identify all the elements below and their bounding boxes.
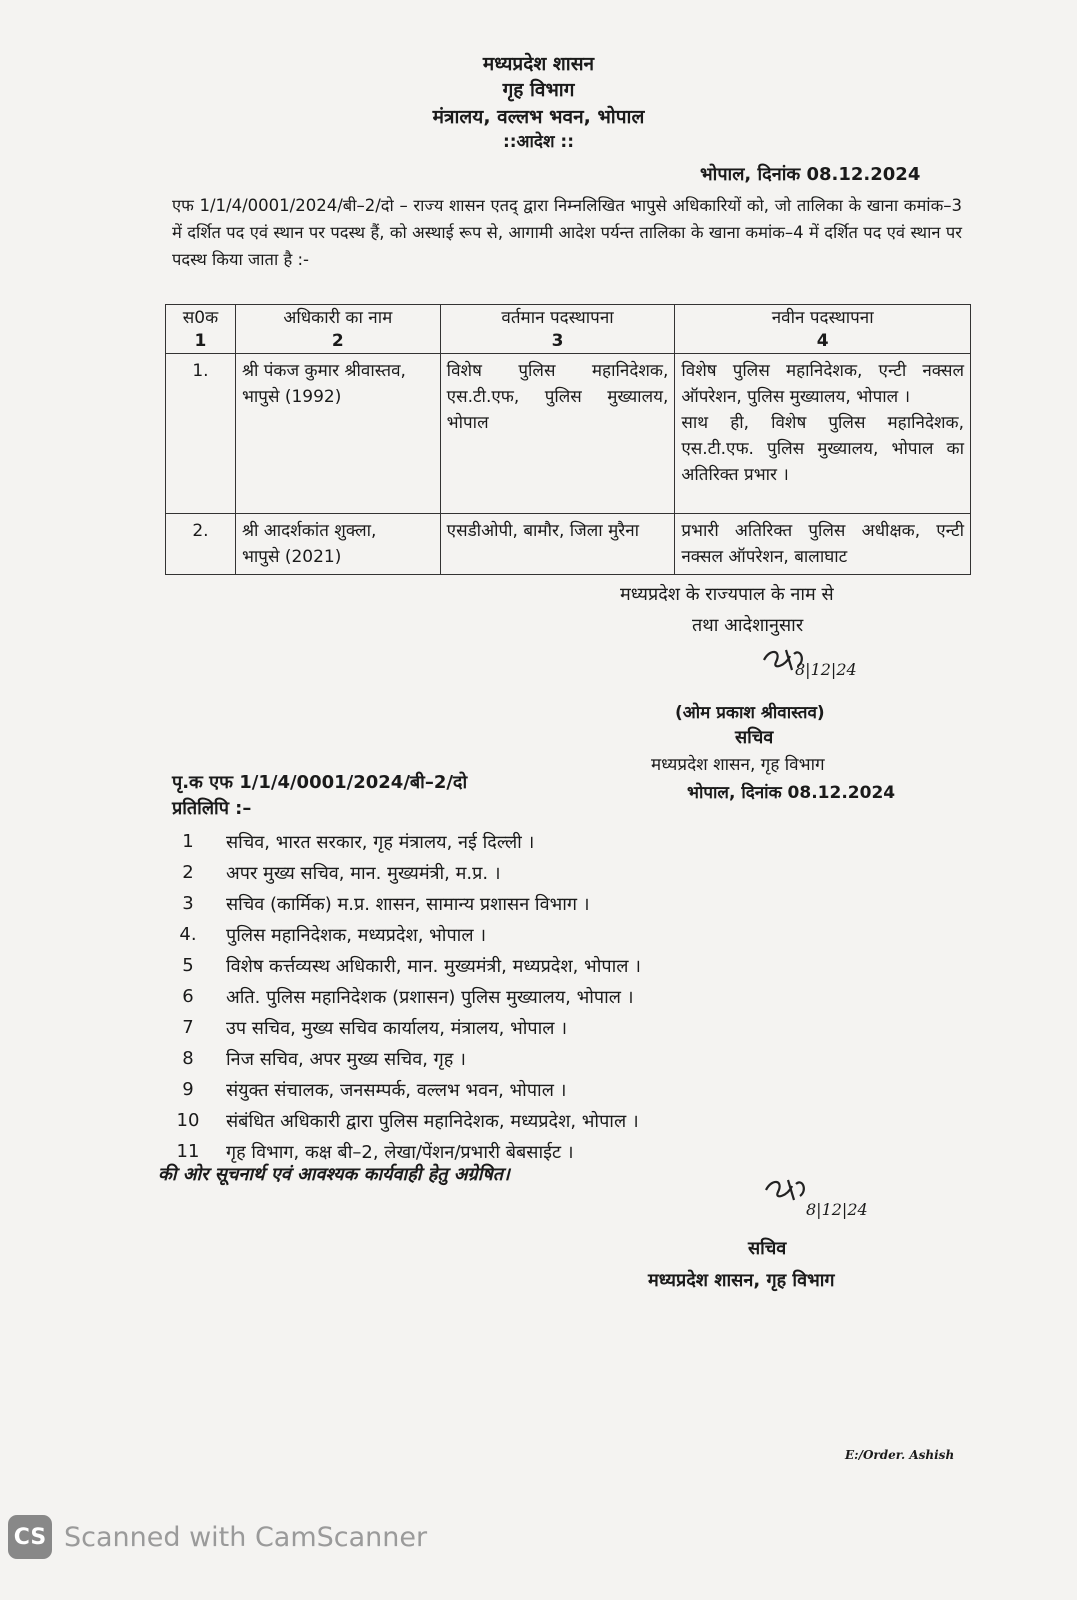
new-posting-extra: साथ ही, विशेष पुलिस महानिदेशक, एस.टी.एफ. पुलिस मुख्यालय, भोपाल का अतिरिक्त प्रभार ।: [681, 413, 964, 485]
list-item-text: गृह विभाग, कक्ष बी–2, लेखा/पेंशन/प्रभारी बेबसाईट ।: [226, 1141, 574, 1163]
list-item-number: 7: [182, 1017, 194, 1038]
officer-service: भापुसे (2021): [241, 547, 342, 567]
table-row: [166, 514, 971, 575]
copy-label: प्रतिलिपि :–: [172, 798, 252, 819]
list-item-text: संयुक्त संचालक, जनसम्पर्क, वल्लभ भवन, भोपाल ।: [226, 1079, 567, 1101]
signatory-name: (ओम प्रकाश श्रीवास्तव): [675, 703, 825, 723]
list-item-number: 9: [182, 1079, 194, 1100]
footer-note: E:/Order. Ashish: [845, 1448, 955, 1462]
list-item-number: 3: [182, 893, 194, 914]
list-item: [158, 1043, 858, 1074]
signature-date: 8|12|24: [806, 1200, 868, 1219]
row-sno: 2.: [166, 514, 236, 575]
list-item: [158, 826, 858, 857]
list-item-number: 1: [182, 831, 194, 852]
camscanner-logo-icon: CS: [8, 1515, 52, 1559]
governor-line-1: मध्यप्रदेश के राज्यपाल के नाम से: [620, 584, 834, 605]
endorsement-ref: पृ.क एफ 1/1/4/0001/2024/बी–2/दो: [172, 772, 468, 793]
col-header-sno: स0क: [166, 305, 236, 332]
order-paragraph: एफ 1/1/4/0001/2024/बी–2/दो – राज्य शासन एतद् द्वारा निम्नलिखित भापुसे अधिकारियों को, जो तालिका के खाना कमांक–3 में दर्शित पद एवं स्थान पर पदस्थ हैं, को अस्थाई रूप से, आगामी आदेश पर्यन्त तालिका के खाना कमांक–4 में दर्शित पद एवं स्थान पर पदस्थ किया जाता है :-: [172, 196, 962, 269]
row-current-posting: विशेष पुलिस महानिदेशक, एस.टी.एफ, पुलिस मुख्यालय, भोपाल: [440, 354, 675, 514]
posting-table: [165, 304, 971, 575]
col-number: 4: [675, 331, 971, 354]
list-item-text: निज सचिव, अपर मुख्य सचिव, गृह ।: [226, 1048, 466, 1070]
list-item-text: सचिव, भारत सरकार, गृह मंत्रालय, नई दिल्ली ।: [226, 831, 535, 853]
list-item-text: सचिव (कार्मिक) म.प्र. शासन, सामान्य प्रशासन विभाग ।: [226, 893, 590, 915]
order-date: भोपाल, दिनांक 08.12.2024: [700, 164, 921, 185]
list-item-text: अति. पुलिस महानिदेशक (प्रशासन) पुलिस मुख्यालय, भोपाल ।: [226, 986, 634, 1008]
header-order-title: ::आदेश ::: [502, 132, 575, 152]
copy-list: [158, 826, 858, 1167]
row-officer: [235, 514, 440, 575]
list-item: [158, 1012, 858, 1043]
list-item: [158, 1074, 858, 1105]
list-item-text: संबंधित अधिकारी द्वारा पुलिस महानिदेशक, मध्यप्रदेश, भोपाल ।: [226, 1110, 639, 1132]
camscanner-watermark: [8, 1515, 427, 1559]
list-item-number: 8: [182, 1048, 194, 1069]
signatory-designation: सचिव: [735, 727, 774, 748]
list-item-number: 11: [176, 1141, 200, 1162]
header-state: मध्यप्रदेश शासन: [482, 53, 595, 75]
list-item-number: 6: [182, 986, 194, 1007]
row-sno: 1.: [166, 354, 236, 514]
table-colnum-row: [166, 331, 971, 354]
list-item: [158, 950, 858, 981]
officer-name: श्री आदर्शकांत शुक्ला,: [241, 521, 377, 541]
col-header-new: नवीन पदस्थापना: [675, 305, 971, 332]
closing-line: की ओर सूचनार्थ एवं आवश्यक कार्यवाही हेतु अग्रेषित।: [158, 1164, 510, 1185]
list-item-text: विशेष कर्त्तव्यस्थ अधिकारी, मान. मुख्यमंत्री, मध्यप्रदेश, भोपाल ।: [226, 955, 641, 977]
list-item: [158, 888, 858, 919]
endorsement-sign-department: मध्यप्रदेश शासन, गृह विभाग: [648, 1270, 835, 1291]
col-number: 2: [235, 331, 440, 354]
new-posting-main: विशेष पुलिस महानिदेशक, एन्टी नक्सल ऑपरेशन, पुलिस मुख्यालय, भोपाल ।: [681, 361, 964, 407]
col-header-current: वर्तमान पदस्थापना: [440, 305, 675, 332]
watermark-text: Scanned with CamScanner: [64, 1521, 428, 1553]
list-item-number: 10: [176, 1110, 200, 1131]
officer-name: श्री पंकज कुमार श्रीवास्तव,: [241, 361, 406, 381]
header-department: गृह विभाग: [502, 79, 575, 101]
signatory-department: मध्यप्रदेश शासन, गृह विभाग: [651, 755, 825, 775]
col-header-name: अधिकारी का नाम: [235, 305, 440, 332]
list-item-text: पुलिस महानिदेशक, मध्यप्रदेश, भोपाल ।: [226, 924, 487, 946]
list-item-number: 2: [182, 862, 194, 883]
list-item: [158, 857, 858, 888]
list-item: [158, 919, 858, 950]
row-officer: [235, 354, 440, 514]
list-item: [158, 981, 858, 1012]
header-address: मंत्रालय, वल्लभ भवन, भोपाल: [432, 106, 645, 128]
list-item-number: 5: [182, 955, 194, 976]
signatory-date: भोपाल, दिनांक 08.12.2024: [687, 783, 896, 803]
endorsement-sign-designation: सचिव: [748, 1238, 787, 1259]
col-number: 1: [166, 331, 236, 354]
officer-service: भापुसे (1992): [241, 387, 342, 407]
table-header-row: [166, 305, 971, 332]
list-item-number: 4.: [179, 924, 197, 945]
list-item-text: उप सचिव, मुख्य सचिव कार्यालय, मंत्रालय, भोपाल ।: [226, 1017, 568, 1039]
table-row: [166, 354, 971, 514]
col-number: 3: [440, 331, 675, 354]
row-new-posting: [675, 354, 971, 514]
list-item-text: अपर मुख्य सचिव, मान. मुख्यमंत्री, म.प्र. ।: [226, 862, 501, 884]
row-new-posting: प्रभारी अतिरिक्त पुलिस अधीक्षक, एन्टी नक्सल ऑपरेशन, बालाघाट: [675, 514, 971, 575]
row-current-posting: एसडीओपी, बामौर, जिला मुरैना: [440, 514, 675, 575]
signature-date: 8|12|24: [795, 660, 857, 679]
list-item: [158, 1105, 858, 1136]
governor-line-2: तथा आदेशानुसार: [692, 615, 804, 636]
